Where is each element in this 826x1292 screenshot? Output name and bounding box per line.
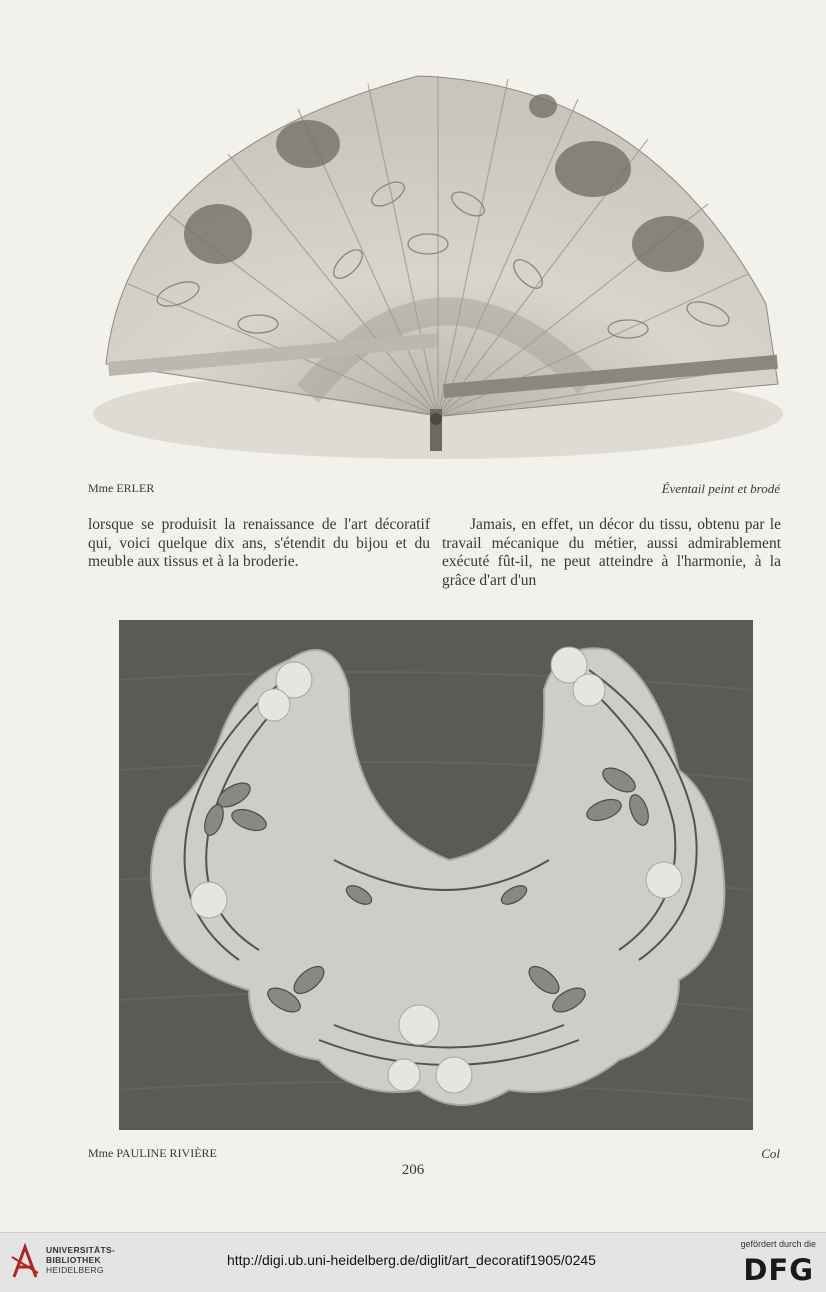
funding-label: gefördert durch die: [740, 1239, 816, 1249]
ub-heidelberg-logo-icon[interactable]: [10, 1243, 40, 1281]
fan-artist-caption: Mme ERLER: [88, 481, 155, 495]
library-name-line3: HEIDELBERG: [46, 1265, 104, 1275]
fan-illustration: [88, 64, 788, 474]
collar-photograph: [119, 620, 753, 1130]
footer-bar: [0, 1232, 826, 1292]
text-column-left: lorsque se produisit la renaissance de l'art décoratif qui, voici quelque dix ans, s'étendit du bijou et du meuble aux tissus et à la broderie.: [88, 516, 430, 570]
collar-title-caption: Col: [761, 1146, 780, 1161]
text-column-right: [442, 516, 781, 590]
library-name-line2: BIBLIOTHEK: [46, 1255, 101, 1265]
library-name-line1: UNIVERSITÄTS-: [46, 1245, 116, 1255]
permalink-url[interactable]: http://digi.ub.uni-heidelberg.de/diglit/art_decoratif1905/0245: [227, 1252, 596, 1268]
fan-title-caption: Éventail peint et brodé: [661, 481, 780, 496]
text-column-right-paragraph: Jamais, en effet, un décor du tissu, obtenu par le travail mécanique du métier, aussi admirablement exécuté fût-il, ne peut atteindre à l'harmonie, à la grâce d'art d'un: [442, 516, 781, 589]
library-name: [46, 1245, 115, 1275]
page-number: 206: [401, 1162, 425, 1178]
collar-artist-caption: Mme PAULINE RIVIÈRE: [88, 1146, 217, 1160]
dfg-logo-icon[interactable]: DFG: [743, 1253, 814, 1287]
